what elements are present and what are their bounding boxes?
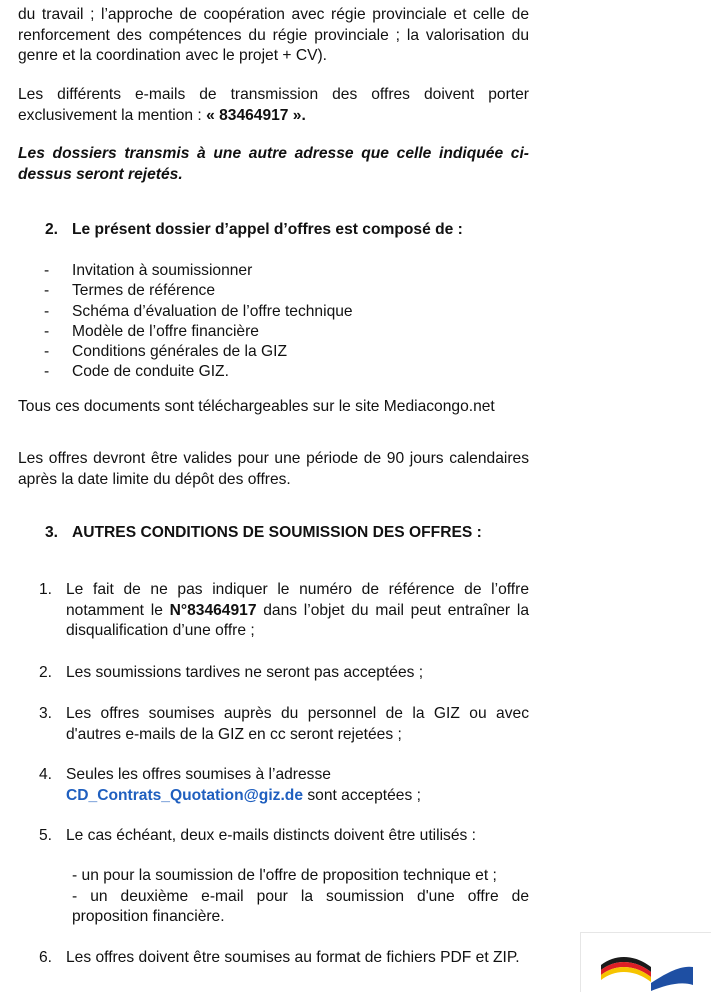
condition-item-4 xyxy=(18,765,529,806)
condition-text xyxy=(66,765,529,806)
list-item xyxy=(18,322,529,342)
intro-line-2: renforcement des compétences du régie provinciale ; la valorisation du xyxy=(18,26,529,44)
section-3-heading xyxy=(18,523,529,544)
list-item-text: Schéma d’évaluation de l’offre technique xyxy=(72,302,353,320)
list-item xyxy=(18,261,529,281)
condition-item-6 xyxy=(18,948,529,969)
list-item xyxy=(18,302,529,322)
partner-logo xyxy=(580,932,711,992)
condition-number: 5. xyxy=(39,827,53,844)
list-bullet: - xyxy=(44,363,50,381)
list-item xyxy=(18,362,529,382)
section-2-heading xyxy=(18,220,529,241)
reference-number: N°83464917 xyxy=(169,601,257,619)
intro-paragraph xyxy=(18,5,529,67)
condition-text: Les soumissions tardives ne seront pas acceptées ; xyxy=(66,664,424,681)
list-bullet: - xyxy=(44,343,50,361)
mention-prefix: Les différents e-mails de transmission des offres doivent porter exclusivement la mention : xyxy=(18,86,529,124)
condition-subtext xyxy=(66,866,529,928)
flag-ribbon-icon xyxy=(581,933,711,992)
section-3-title: AUTRES CONDITIONS DE SOUMISSION DES OFFRES : xyxy=(72,524,482,541)
mention-code: « 83464917 ». xyxy=(206,106,306,124)
document-list xyxy=(18,261,529,383)
warning-paragraph: Les dossiers transmis à une autre adresse que celle indiquée ci-dessus seront rejetés. xyxy=(18,145,529,183)
list-bullet: - xyxy=(44,262,50,279)
intro-line-3: genre et la coordination avec le projet + CV). xyxy=(18,47,328,64)
condition-text: Les offres doivent être soumises au format de fichiers PDF et ZIP. xyxy=(66,949,520,966)
condition-text-pre: Le fait de ne pas indiquer le numéro de référence de l’offre notamment le xyxy=(66,581,529,619)
condition-text-post: dans l’objet du mail peut entraîner la disqualification d’une offre ; xyxy=(66,601,529,639)
list-item-text: Termes de référence xyxy=(72,282,216,300)
condition-text-post: sont acceptées ; xyxy=(307,786,421,804)
condition-text-pre: Seules les offres soumises à l’adresse xyxy=(66,766,331,783)
list-item-text: Modèle de l’offre financière xyxy=(72,322,259,340)
condition-number: 6. xyxy=(39,949,53,966)
list-item xyxy=(18,281,529,301)
list-item-text: Conditions générales de la GIZ xyxy=(72,343,287,361)
condition-item-2 xyxy=(18,663,529,684)
condition-item-5-sub xyxy=(18,866,529,928)
sub-item-financial: - un deuxième e-mail pour la soumission d'une offre de proposition financière. xyxy=(72,887,529,925)
condition-number: 3. xyxy=(39,705,53,722)
list-bullet: - xyxy=(44,322,50,340)
list-bullet: - xyxy=(44,282,50,300)
list-item-text: Invitation à soumissionner xyxy=(72,262,253,279)
condition-text xyxy=(66,580,529,642)
download-note: Tous ces documents sont téléchargeables sur le site Mediacongo.net xyxy=(18,398,495,415)
condition-item-3 xyxy=(18,704,529,745)
sub-item-technical: - un pour la soumission de l'offre de proposition technique et ; xyxy=(72,867,497,884)
mention-paragraph xyxy=(18,85,529,126)
list-item-text: Code de conduite GIZ. xyxy=(72,363,229,381)
condition-number: 1. xyxy=(39,581,53,598)
intro-line-1: du travail ; l’approche de coopération avec régie provinciale et celle de xyxy=(18,6,529,23)
condition-item-5 xyxy=(18,826,529,847)
condition-number: 4. xyxy=(39,766,53,783)
condition-text: Les offres soumises auprès du personnel de la GIZ ou avec d'autres e-mails de la GIZ en cc seront rejetées ; xyxy=(66,705,529,743)
section-2-title: Le présent dossier d’appel d’offres est composé de : xyxy=(72,221,463,238)
condition-item-1 xyxy=(18,580,529,642)
condition-text: Le cas échéant, deux e-mails distincts doivent être utilisés : xyxy=(66,827,476,844)
validity-note: Les offres devront être valides pour une période de 90 jours calendaires après la date limite du dépôt des offres. xyxy=(18,450,529,488)
section-3-number: 3. xyxy=(45,524,59,541)
list-item xyxy=(18,342,529,362)
condition-number: 2. xyxy=(39,664,53,681)
section-2-number: 2. xyxy=(45,221,59,238)
submission-email-link[interactable]: CD_Contrats_Quotation@giz.de xyxy=(66,786,303,804)
list-bullet: - xyxy=(44,302,50,320)
